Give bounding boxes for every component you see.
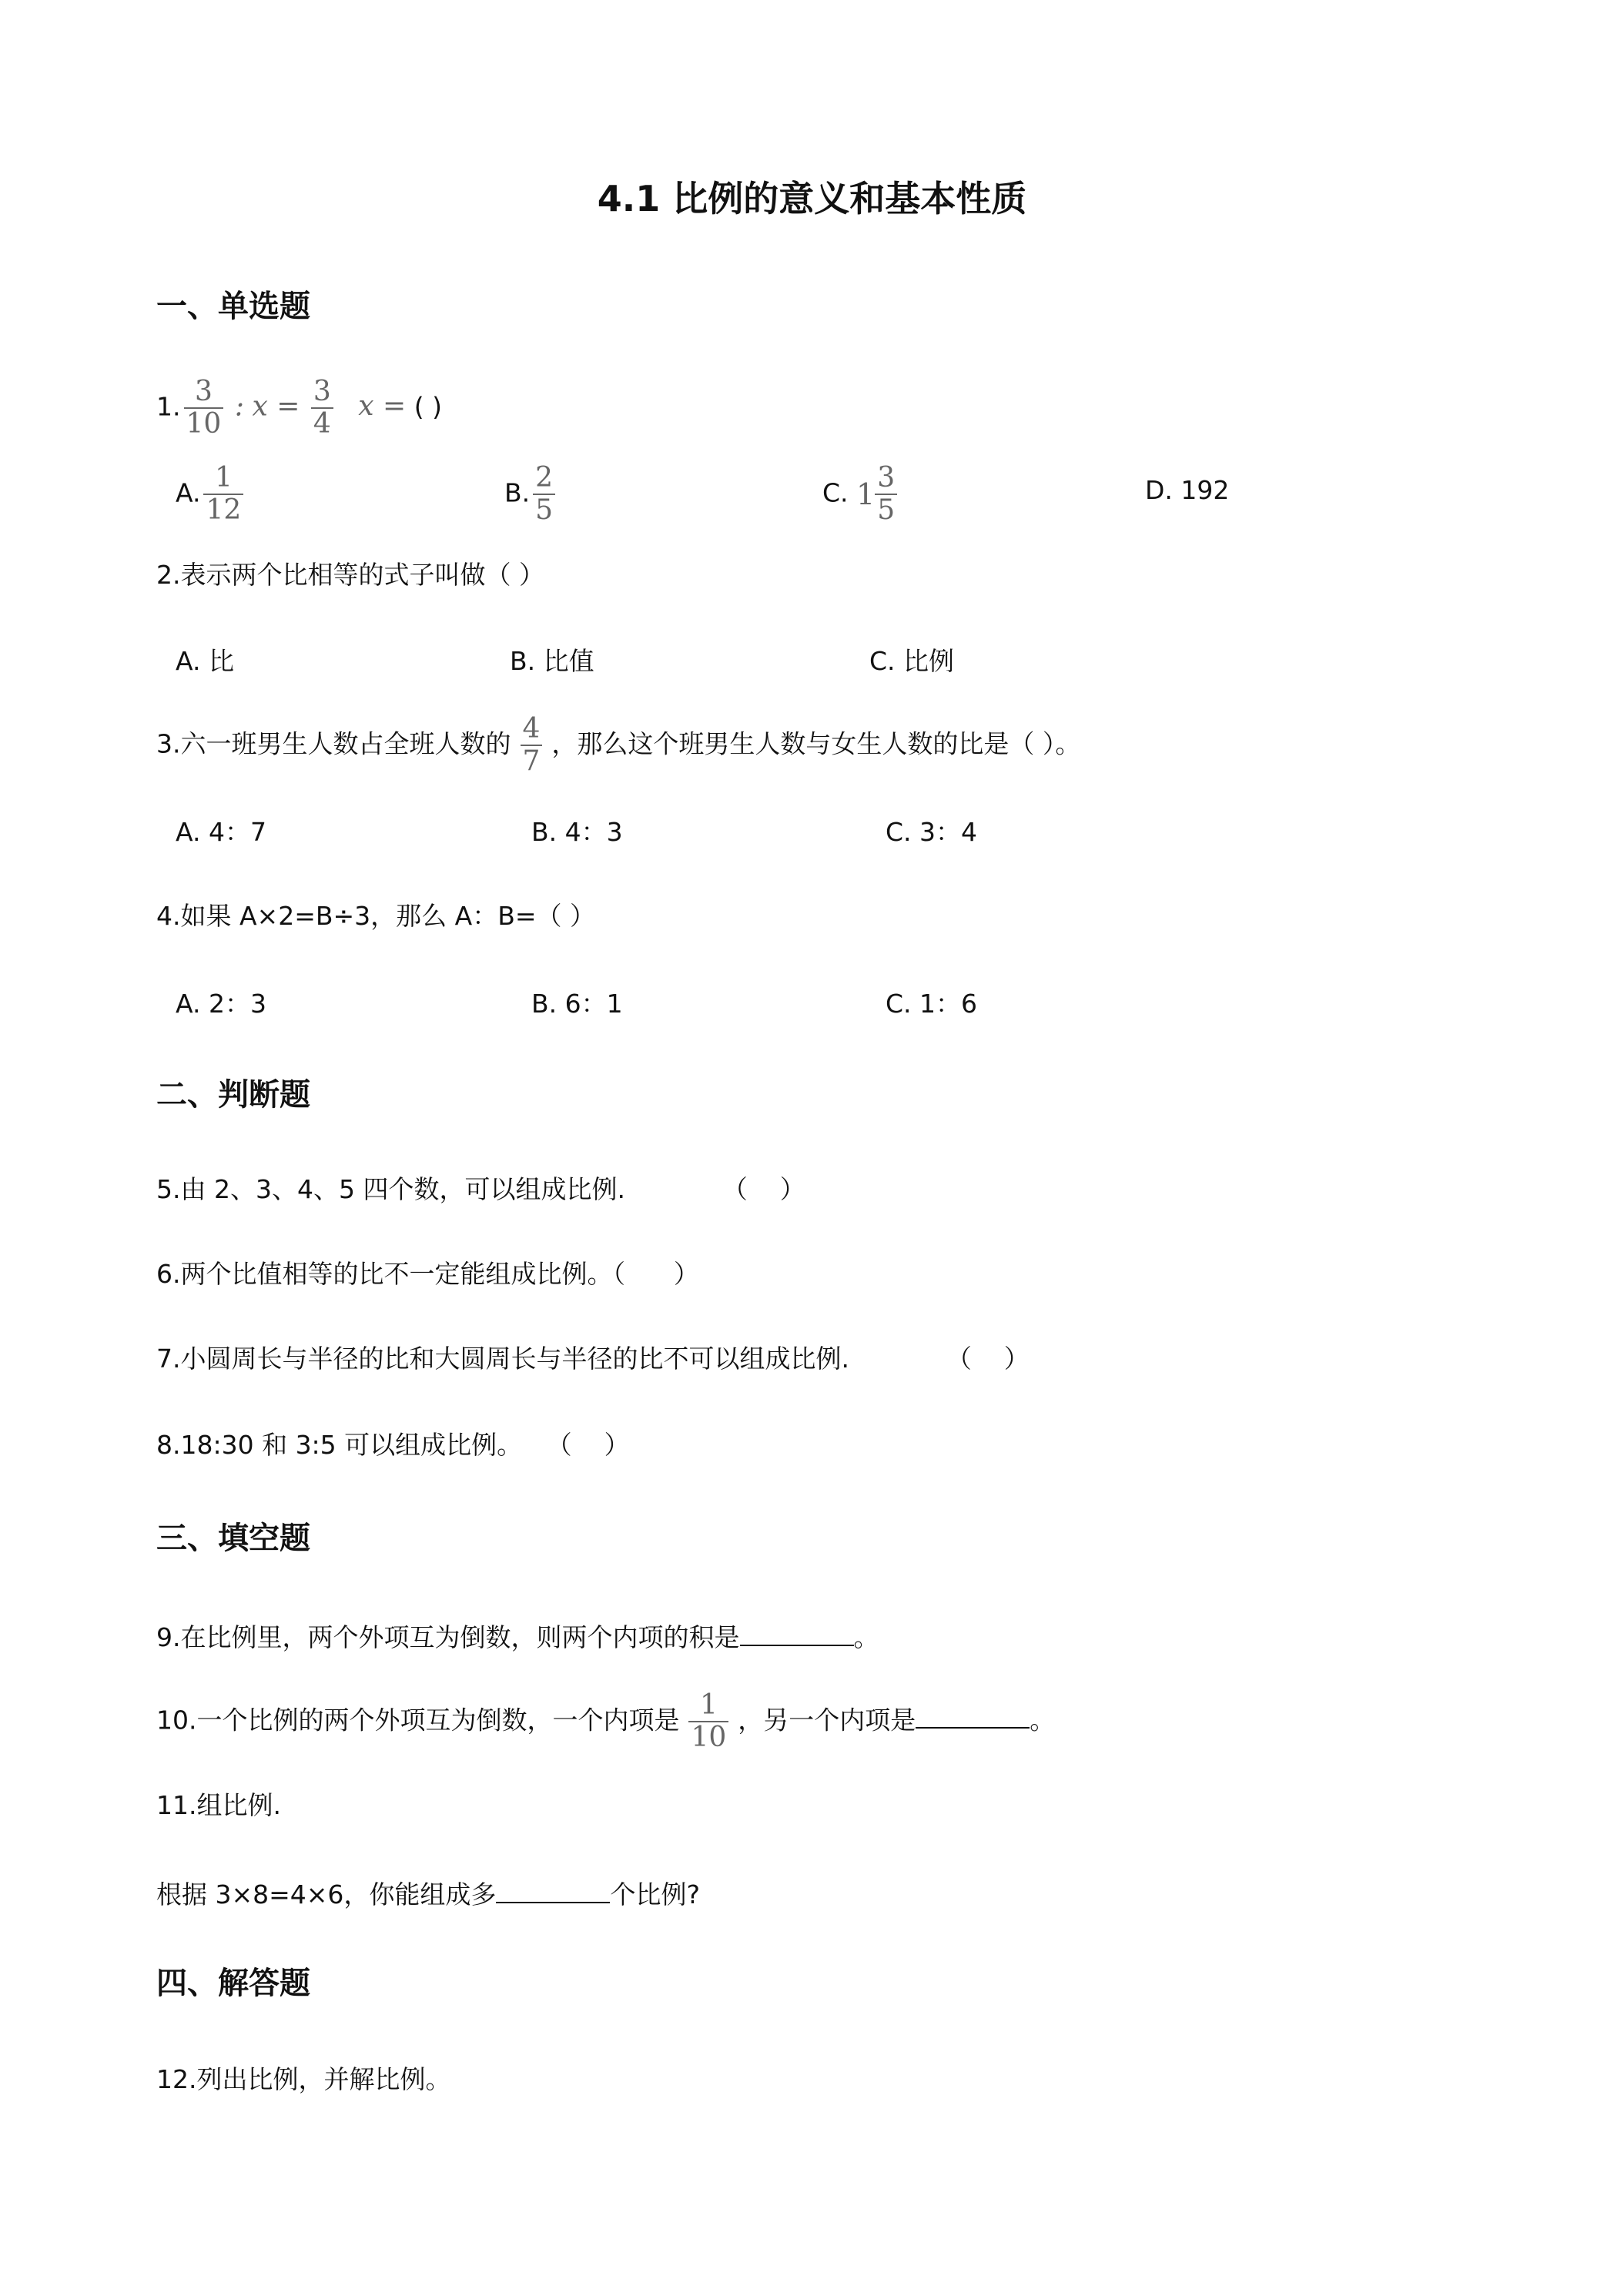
page-title: 4.1 比例的意义和基本性质	[597, 178, 1027, 219]
question-1	[156, 377, 442, 439]
question-11: 11.组比例.	[156, 1790, 281, 1820]
answer-parentheses: ( )	[414, 391, 442, 422]
x-equals-2: x =	[358, 390, 407, 423]
fraction-1-12: $\frac{1}{12}$	[203, 464, 243, 525]
question-3: 3.六一班男生人数占全班人数的 $\frac{4}{7}$ ，那么这个班男生人数与女生人数的比是（ ）。	[156, 713, 1081, 777]
section-heading-true-false: 二、判断题	[156, 1077, 310, 1113]
question-2: 2.表示两个比相等的式子叫做（ ）	[156, 560, 544, 590]
question-9: 9.在比例里，两个外项互为倒数，则两个内项的积是 。	[156, 1622, 879, 1652]
q3-option-c[interactable]: C. 3：4	[886, 817, 978, 847]
fraction-1-10: $\frac{1}{10}$	[688, 1691, 728, 1752]
fraction-3-5: $\frac{3}{5}$	[875, 464, 897, 525]
q1-option-d[interactable]: D. 192	[1145, 475, 1230, 505]
fraction-3-10: $\frac{3}{10}$	[184, 377, 224, 439]
mixed-whole: 1	[856, 477, 876, 511]
section-heading-fill-blank: 三、填空题	[156, 1521, 310, 1556]
q4-option-c[interactable]: C. 1：6	[886, 989, 978, 1019]
fraction-4-7: $\frac{4}{7}$	[521, 715, 543, 776]
fraction-3-4: $\frac{3}{4}$	[311, 377, 333, 439]
question-7: 7.小圆周长与半径的比和大圆周长与半径的比不可以组成比例. （ ）	[156, 1344, 1030, 1374]
ratio-symbol: :	[234, 390, 244, 423]
question-11-body: 根据 3×8=4×6，你能组成多 个比例?	[156, 1879, 700, 1909]
question-8: 8.18:30 和 3:5 可以组成比例。 （ ）	[156, 1430, 630, 1460]
answer-blank[interactable]	[916, 1704, 1030, 1729]
question-10: 10.一个比例的两个外项互为倒数，一个内项是 $\frac{1}{10}$ ，另一个内项是 。	[156, 1689, 1056, 1753]
answer-blank[interactable]	[740, 1622, 854, 1646]
q1-option-b[interactable]: B. $\frac{2}{5}$	[504, 464, 558, 525]
q4-option-a[interactable]: A. 2：3	[176, 989, 266, 1019]
q2-option-a[interactable]: A. 比	[176, 646, 234, 676]
section-heading-solve: 四、解答题	[156, 1966, 310, 2001]
question-5: 5.由 2、3、4、5 四个数，可以组成比例. （ ）	[156, 1174, 805, 1204]
question-12: 12.列出比例，并解比例。	[156, 2064, 451, 2094]
fraction-2-5: $\frac{2}{5}$	[533, 464, 555, 525]
q3-option-b[interactable]: B. 4：3	[531, 817, 623, 847]
section-heading-single-choice: 一、单选题	[156, 289, 310, 324]
x-equals: x =	[252, 390, 300, 423]
question-6: 6.两个比值相等的比不一定能组成比例。（ ）	[156, 1259, 699, 1289]
answer-blank[interactable]	[496, 1879, 610, 1903]
question-number: 1.	[156, 391, 181, 422]
question-4: 4.如果 A×2=B÷3，那么 A：B=（ ）	[156, 901, 595, 931]
q2-option-c[interactable]: C. 比例	[869, 646, 955, 676]
q1-option-c[interactable]: C. 1 $\frac{3}{5}$	[822, 464, 900, 525]
q3-option-a[interactable]: A. 4：7	[176, 817, 266, 847]
q1-option-a[interactable]: A. $\frac{1}{12}$	[176, 464, 246, 525]
q2-option-b[interactable]: B. 比值	[510, 646, 594, 676]
q4-option-b[interactable]: B. 6：1	[531, 989, 623, 1019]
